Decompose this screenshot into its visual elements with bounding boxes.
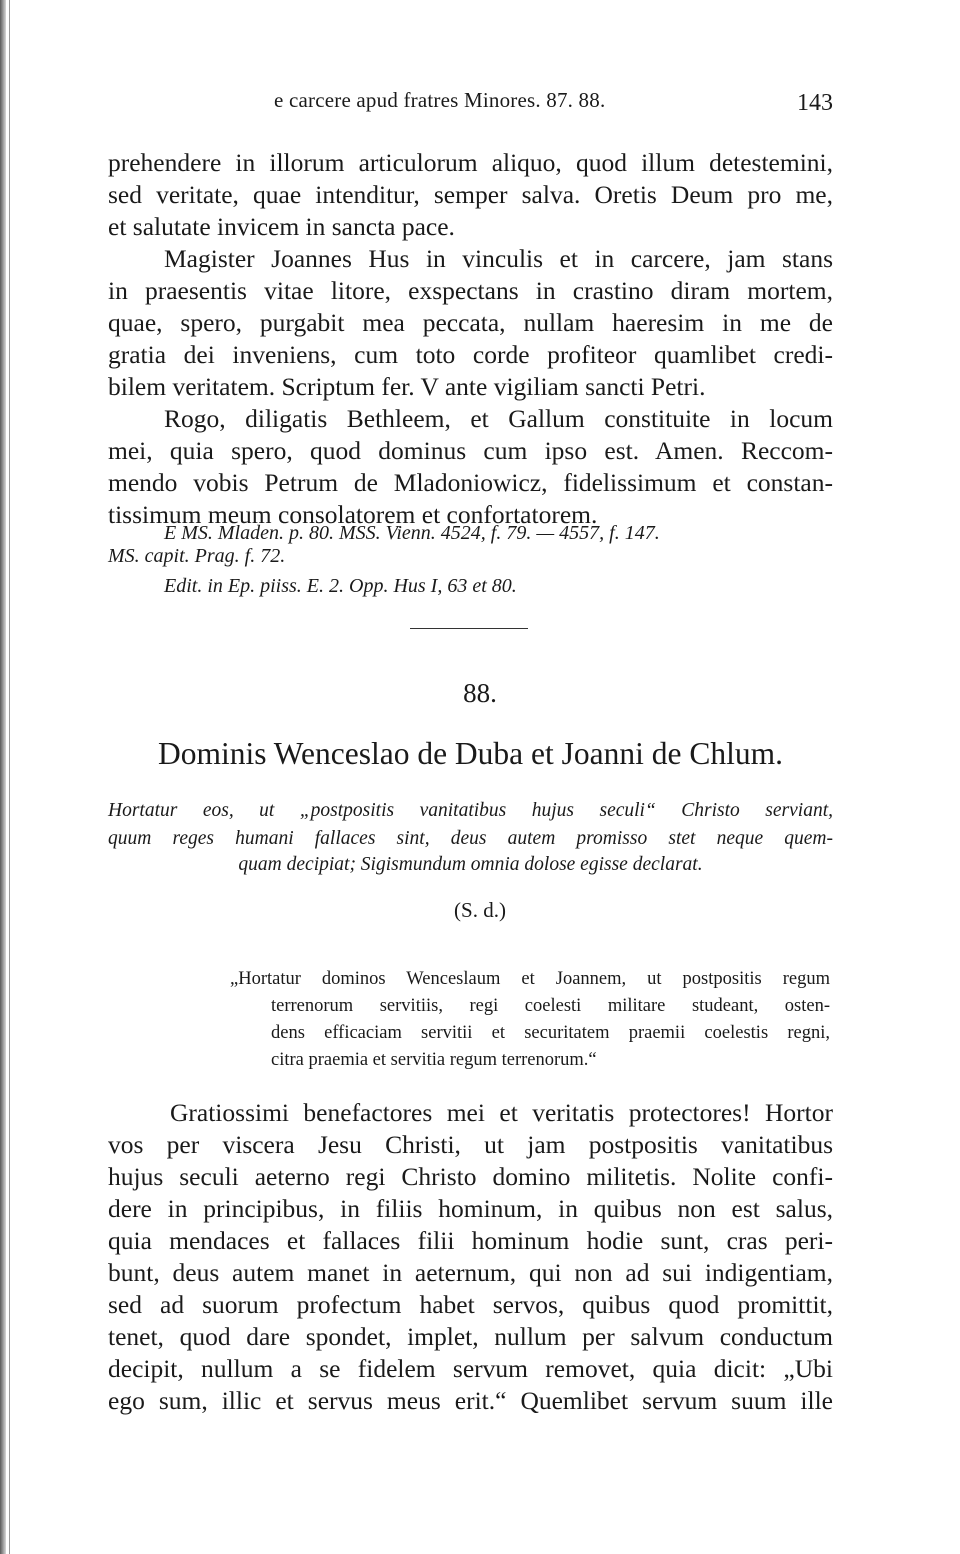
- binding-line: [9, 0, 10, 1554]
- text-line: prehendere in illorum articulorum aliquo, quod illum detestemini,: [108, 148, 833, 177]
- text-line: in praesentis vitae litore, exspectans in crastino diram mortem,: [108, 276, 833, 305]
- quote-line: „Hortatur dominos Wenceslaum et Joannem, ut postpositis regum: [230, 969, 830, 989]
- text-line: gratia dei inveniens, cum toto corde profiteor quamlibet credi-: [108, 340, 833, 369]
- text-line: dere in principibus, in filiis hominum, in quibus non est salus,: [108, 1194, 833, 1223]
- text-line: bunt, deus autem manet in aeternum, qui non ad sui indigentiam,: [108, 1258, 833, 1287]
- text-line: tissimum meum consolatorem et confortatorem.: [108, 500, 598, 529]
- citation-line: MS. capit. Prag. f. 72.: [108, 545, 286, 567]
- quote-line: dens efficaciam servitii et securitatem praemii coelestis regni,: [271, 1023, 830, 1043]
- running-head: e carcere apud fratres Minores. 87. 88.: [274, 88, 606, 112]
- text-line: sed ad suorum profectum habet servos, quibus quod promittit,: [108, 1290, 833, 1319]
- text-line: vos per viscera Jesu Christi, ut jam postpositis vanitatibus: [108, 1130, 833, 1159]
- text-line: quia mendaces et fallaces filii hominum hodie sunt, cras peri-: [108, 1226, 833, 1255]
- citation-line: Edit. in Ep. piiss. E. 2. Opp. Hus I, 63 et 80.: [164, 575, 517, 597]
- text-line: bilem veritatem. Scriptum fer. V ante vigiliam sancti Petri.: [108, 372, 706, 401]
- text-line: et salutate invicem in sancta pace.: [108, 212, 455, 241]
- text-line: ego sum, illic et servus meus erit.“ Quemlibet servum suum ille: [108, 1386, 833, 1415]
- text-line: Gratiossimi benefactores mei et veritatis protectores! Hortor: [170, 1098, 833, 1127]
- text-line: mei, quia spero, quod dominus cum ipso est. Amen. Reccom-: [108, 436, 833, 465]
- letter-date: (S. d.): [454, 898, 506, 922]
- letter-title: Dominis Wenceslao de Duba et Joanni de Chlum.: [157, 736, 784, 771]
- quote-line: terrenorum servitiis, regi coelesti militare studeant, osten-: [271, 996, 830, 1016]
- text-line: decipit, nullum a se fidelem servum removet, quia dicit: „Ubi: [108, 1354, 833, 1383]
- text-line: hujus seculi aeterno regi Christo domino militetis. Nolite confi-: [108, 1162, 833, 1191]
- quote-line: citra praemia et servitia regum terrenorum.“: [271, 1050, 597, 1070]
- text-line: quae, spero, purgabit mea peccata, nullam haeresim in me de: [108, 308, 833, 337]
- text-line: Rogo, diligatis Bethleem, et Gallum constituite in locum: [164, 404, 833, 433]
- binding-edge: [0, 0, 6, 1554]
- page-number: 143: [797, 90, 833, 116]
- section-divider: [410, 628, 528, 629]
- summary-line: Hortatur eos, ut „postpositis vanitatibus hujus seculi“ Christo serviant,: [108, 800, 833, 821]
- page-header: [108, 88, 833, 118]
- letter-number: 88.: [463, 678, 497, 708]
- text-line: tenet, quod dare spondet, implet, nullum per salvum conductum: [108, 1322, 833, 1351]
- citation-line: E MS. Mladen. p. 80. MSS. Vienn. 4524, f. 79. — 4557, f. 147.: [164, 522, 660, 544]
- summary-line: quam decipiat; Sigismundum omnia dolose egisse declarat.: [238, 854, 703, 875]
- text-line: Magister Joannes Hus in vinculis et in carcere, jam stans: [164, 244, 833, 273]
- text-line: sed veritate, quae intenditur, semper salva. Oretis Deum pro me,: [108, 180, 833, 209]
- summary-line: quum reges humani fallaces sint, deus autem promisso stet neque quem-: [108, 828, 833, 849]
- text-line: mendo vobis Petrum de Mladoniowicz, fidelissimum et constan-: [108, 468, 833, 497]
